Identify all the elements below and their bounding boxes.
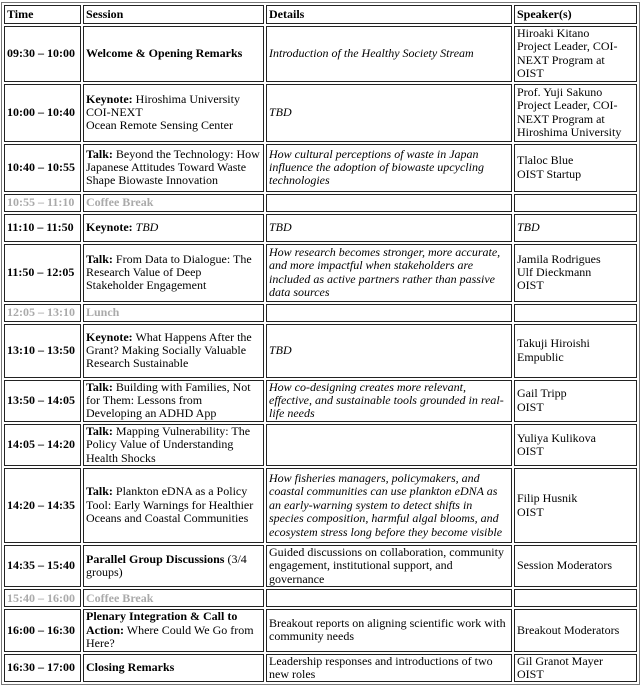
session-label: Coffee Break [86,590,154,605]
session-cell [83,424,264,466]
agenda-table [1,2,640,685]
speakers-cell: TBD [514,214,637,242]
speakers-cell: Jamila Rodrigues Ulf Dieckmann OIST [514,244,637,302]
time-cell: 11:50 – 12:05 [4,244,81,302]
table-row [4,609,637,651]
session-text: TBD [132,219,159,234]
session-label: Lunch [86,304,120,319]
session-label: Talk: [86,484,113,499]
break-row [4,589,637,607]
speakers-cell: Session Moderators [514,545,637,587]
table-row [4,214,637,242]
session-text: Mapping Vulnerability: The Policy Value of Understanding Health Shocks [86,423,251,465]
speakers-cell: Gil Granot Mayer OIST [514,654,637,683]
session-cell [83,545,264,587]
session-cell [83,26,264,82]
time-cell: 10:00 – 10:40 [4,84,81,142]
session-label: Closing Remarks [86,660,175,675]
session-cell [83,304,264,322]
session-cell [83,244,264,302]
time-cell: 15:40 – 16:00 [4,589,81,607]
table-row [4,468,637,543]
details-cell [266,424,512,466]
session-cell [83,468,264,543]
details-cell: How research becomes stronger, more accurate, and more impactful when stakeholders are included as active partners rather than passive data sources [266,244,512,302]
details-cell: TBD [266,214,512,242]
speakers-cell: Hiroaki Kitano Project Leader, COI-NEXT Program at OIST [514,26,637,82]
header-time: Time [4,5,81,24]
details-cell: How co-designing creates more relevant, effective, and sustainable tools grounded in real-life needs [266,380,512,422]
session-text: Hiroshima University COI-NEXT Ocean Remote Sensing Center [86,91,240,133]
details-cell [266,304,512,322]
session-cell [83,324,264,378]
speakers-cell: Tlaloc Blue OIST Startup [514,144,637,192]
details-cell: Breakout reports on aligning scientific work with community needs [266,609,512,651]
table-row [4,545,637,587]
speakers-cell: Yuliya Kulikova OIST [514,424,637,466]
header-details: Details [266,5,512,24]
table-row [4,244,637,302]
session-text: Beyond the Technology: How Japanese Attitudes Toward Waste Shape Biowaste Innovation [86,146,260,188]
details-cell: Leadership responses and introductions of two new roles [266,654,512,683]
session-cell [83,589,264,607]
speakers-cell: Prof. Yuji Sakuno Project Leader, COI-NEXT Program at Hiroshima University [514,84,637,142]
table-row [4,84,637,142]
time-cell: 10:55 – 11:10 [4,194,81,212]
session-text: Where Could We Go from Here? [86,622,254,651]
time-cell: 13:10 – 13:50 [4,324,81,378]
header-session: Session [83,5,264,24]
time-cell: 12:05 – 13:10 [4,304,81,322]
session-cell [83,194,264,212]
time-cell: 14:35 – 15:40 [4,545,81,587]
table-row [4,144,637,192]
session-cell [83,654,264,683]
session-text: Plankton eDNA as a Policy Tool: Early Warnings for Healthier Oceans and Coastal Communities [86,484,254,526]
speakers-cell [514,194,637,212]
session-text: What Happens After the Grant? Making Socially Valuable Research Sustainable [86,329,252,371]
time-cell: 14:20 – 14:35 [4,468,81,543]
time-cell: 14:05 – 14:20 [4,424,81,466]
speakers-cell: Breakout Moderators [514,609,637,651]
session-label: Talk: [86,379,113,394]
session-text: From Data to Dialogue: The Research Value of Deep Stakeholder Engagement [86,251,252,293]
time-cell: 16:30 – 17:00 [4,654,81,683]
session-label: Keynote: [86,329,133,344]
session-label: Keynote: [86,219,133,234]
speakers-cell: Takuji Hiroishi Empublic [514,324,637,378]
table-row [4,324,637,378]
time-cell: 16:00 – 16:30 [4,609,81,651]
speakers-cell: Filip Husnik OIST [514,468,637,543]
details-cell: How cultural perceptions of waste in Japan influence the adoption of biowaste upcycling technologies [266,144,512,192]
details-cell [266,194,512,212]
session-label: Keynote: [86,91,133,106]
session-label: Parallel Group Discussions [86,551,225,566]
session-text: Building with Families, Not for Them: Lessons from Developing an ADHD App [86,379,251,421]
session-label: Talk: [86,251,113,266]
details-cell: Guided discussions on collaboration, community engagement, institutional support, and governance [266,545,512,587]
details-cell [266,589,512,607]
time-cell: 10:40 – 10:55 [4,144,81,192]
table-row [4,424,637,466]
break-row [4,194,637,212]
session-cell [83,380,264,422]
session-cell [83,609,264,651]
details-cell: How fisheries managers, policymakers, and coastal communities can use plankton eDNA as an early-warning system to detect shifts in species composition, harmful algal blooms, and ecosystem stress long before they become visible [266,468,512,543]
table-row [4,654,637,683]
session-label: Welcome & Opening Remarks [86,46,243,61]
session-cell [83,214,264,242]
header-row [4,5,637,24]
details-cell: TBD [266,324,512,378]
session-label: Coffee Break [86,194,154,209]
session-cell [83,144,264,192]
time-cell: 09:30 – 10:00 [4,26,81,82]
session-label: Plenary Integration & Call to Action: [86,609,238,637]
break-row [4,304,637,322]
session-label: Talk: [86,423,113,438]
table-row [4,26,637,82]
table-row [4,380,637,422]
session-label: Talk: [86,146,113,161]
session-cell [83,84,264,142]
session-text: (3/4 groups) [86,551,247,580]
details-cell: TBD [266,84,512,142]
speakers-cell: Gail Tripp OIST [514,380,637,422]
speakers-cell [514,304,637,322]
time-cell: 11:10 – 11:50 [4,214,81,242]
time-cell: 13:50 – 14:05 [4,380,81,422]
details-cell: Introduction of the Healthy Society Stream [266,26,512,82]
header-speakers: Speaker(s) [514,5,637,24]
speakers-cell [514,589,637,607]
